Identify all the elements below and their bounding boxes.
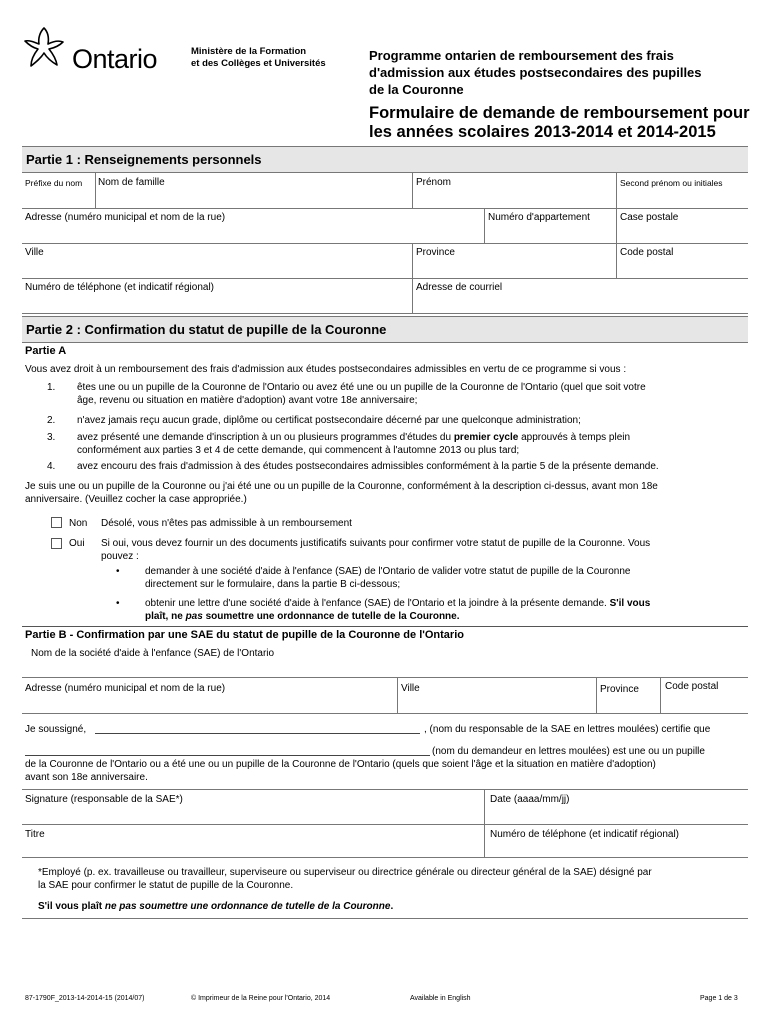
bullet: • bbox=[116, 566, 120, 577]
oui-checkbox[interactable] bbox=[51, 538, 62, 549]
oui-label: Oui bbox=[69, 538, 85, 549]
cas-title-label: Titre bbox=[25, 829, 45, 840]
divider bbox=[22, 208, 748, 209]
date-label: Date (aaaa/mm/jj) bbox=[490, 794, 570, 805]
cas-name-label: Nom de la société d'aide à l'enfance (SAE) de l'Ontario bbox=[31, 648, 275, 659]
custody-warning: S'il vous plaît ne pas soumettre une ordonnance de tutelle de la Couronne. bbox=[38, 901, 394, 912]
cas-name-field[interactable] bbox=[31, 662, 744, 675]
non-label: Non bbox=[69, 518, 88, 529]
po-box-label: Case postale bbox=[620, 212, 679, 223]
part1-header: Partie 1 : Renseignements personnels bbox=[22, 146, 748, 173]
divider bbox=[412, 173, 413, 208]
cas-postal-label: Code postal bbox=[665, 681, 719, 692]
cas-province-field[interactable] bbox=[600, 697, 656, 710]
phone-label: Numéro de téléphone (et indicatif régional) bbox=[25, 282, 214, 293]
divider bbox=[596, 677, 597, 713]
divider bbox=[22, 677, 748, 678]
undersigned-label: Je soussigné, bbox=[25, 724, 87, 735]
declaration: Je suis une ou un pupille de la Couronne ou j'ai été une ou un pupille de la Couronne, conformément à la description ci-dessus, avant mon 18e anniversaire. (Veuillez cocher la case appropriée.) bbox=[25, 481, 658, 505]
cas-province-label: Province bbox=[600, 684, 639, 695]
list-number: 2. bbox=[47, 415, 56, 426]
signature-label: Signature (responsable de la SAE*) bbox=[25, 794, 183, 805]
ontario-logo bbox=[22, 24, 172, 74]
part2-header: Partie 2 : Confirmation du statut de pupille de la Couronne bbox=[22, 316, 748, 343]
signature-field[interactable] bbox=[25, 808, 480, 821]
divider bbox=[22, 713, 748, 714]
employee-note: *Employé (p. ex. travailleuse ou travailleur, superviseure ou superviseur ou directrice générale ou directeur général de la SAE) désigné par la SAE pour confirmer le statut de pupille de la Couronne. bbox=[38, 867, 652, 891]
city-label: Ville bbox=[25, 247, 44, 258]
cas-phone-field[interactable] bbox=[490, 842, 744, 855]
cas-address-label: Adresse (numéro municipal et nom de la rue) bbox=[25, 683, 226, 694]
part-a-title: Partie A bbox=[25, 345, 67, 357]
middle-initials-field[interactable] bbox=[620, 192, 744, 205]
province-label: Province bbox=[416, 247, 455, 258]
apt-field[interactable] bbox=[488, 227, 612, 240]
prefix-field[interactable] bbox=[25, 192, 91, 205]
address-label: Adresse (numéro municipal et nom de la rue) bbox=[25, 212, 226, 223]
trillium-icon bbox=[22, 24, 70, 72]
province-field[interactable] bbox=[416, 262, 612, 275]
email-field[interactable] bbox=[416, 297, 744, 310]
logo-wordmark: Ontario bbox=[72, 44, 158, 74]
last-name-field[interactable] bbox=[98, 192, 408, 205]
divider bbox=[22, 313, 748, 314]
cas-city-label: Ville bbox=[401, 683, 420, 694]
first-name-label: Prénom bbox=[416, 177, 452, 188]
bullet-item: obtenir une lettre d'une société d'aide à l'enfance (SAE) de l'Ontario et la joindre à la présente demande. S'il vous plaît, ne pas soumettre une ordonnance de tutelle de la Couronne. bbox=[145, 598, 651, 622]
middle-initials-label: Second prénom ou initiales bbox=[620, 178, 723, 188]
po-box-field[interactable] bbox=[620, 227, 744, 240]
divider bbox=[412, 243, 413, 313]
date-field[interactable] bbox=[490, 808, 744, 821]
email-label: Adresse de courriel bbox=[416, 282, 503, 293]
cas-postal-field[interactable] bbox=[665, 697, 745, 710]
list-number: 3. bbox=[47, 432, 56, 443]
bullet-item: demander à une société d'aide à l'enfance (SAE) de l'Ontario de valider votre statut de pupille de la Couronne directement sur le formulaire, dans la partie B ci-dessous; bbox=[145, 566, 631, 590]
list-item: n'avez jamais reçu aucun grade, diplôme ou certificat postsecondaire décerné par une quelconque administration; bbox=[77, 415, 581, 426]
cas-officer-name-line bbox=[95, 733, 420, 734]
divider bbox=[95, 173, 96, 208]
divider bbox=[22, 626, 748, 627]
postal-code-field[interactable] bbox=[620, 262, 744, 275]
applicant-name-field[interactable] bbox=[27, 743, 427, 755]
last-name-label: Nom de famille bbox=[98, 177, 165, 188]
ministry-name: Ministère de la Formation et des Collèges et Universités bbox=[191, 46, 326, 69]
cas-officer-name-field[interactable] bbox=[97, 721, 417, 733]
divider bbox=[22, 243, 748, 244]
divider bbox=[22, 278, 748, 279]
postal-code-label: Code postal bbox=[620, 247, 674, 258]
list-item: avez encouru des frais d'admission à des études postsecondaires admissibles conformément à la partie 5 de la présente demande. bbox=[77, 461, 659, 472]
divider bbox=[616, 173, 617, 278]
non-checkbox[interactable] bbox=[51, 517, 62, 528]
divider bbox=[22, 857, 748, 858]
list-number: 1. bbox=[47, 382, 56, 393]
page-number: Page 1 de 3 bbox=[700, 995, 738, 1002]
program-title: Programme ontarien de remboursement des frais d'admission aux études postsecondaires des pupilles de la Couronne bbox=[369, 48, 702, 97]
cas-title-field[interactable] bbox=[25, 842, 480, 855]
certify-text: , (nom du responsable de la SAE en lettres moulées) certifie que bbox=[424, 724, 711, 735]
divider bbox=[22, 918, 748, 919]
phone-field[interactable] bbox=[25, 297, 408, 310]
list-number: 4. bbox=[47, 461, 56, 472]
prefix-label: Préfixe du nom bbox=[25, 178, 83, 188]
cas-phone-label: Numéro de téléphone (et indicatif régional) bbox=[490, 829, 679, 840]
applicant-text: (nom du demandeur en lettres moulées) est une ou un pupille bbox=[432, 746, 705, 757]
cas-city-field[interactable] bbox=[401, 697, 592, 710]
english-availability: Available in English bbox=[410, 995, 471, 1002]
part-a-intro: Vous avez droit à un remboursement des frais d'admission aux études postsecondaires admissibles en vertu de ce programme si vous : bbox=[25, 364, 627, 375]
divider bbox=[397, 677, 398, 713]
divider bbox=[484, 789, 485, 857]
address-field[interactable] bbox=[25, 227, 480, 240]
divider bbox=[484, 208, 485, 243]
apt-label: Numéro d'appartement bbox=[488, 212, 590, 223]
applicant-name-line bbox=[25, 755, 430, 756]
copyright: © Imprimeur de la Reine pour l'Ontario, 2014 bbox=[191, 995, 331, 1002]
bullet: • bbox=[116, 598, 120, 609]
divider bbox=[22, 789, 748, 790]
city-field[interactable] bbox=[25, 262, 408, 275]
list-item: êtes une ou un pupille de la Couronne de l'Ontario ou avez été une ou un pupille de la Couronne de l'Ontario (quel que soit votre âge, revenu ou situation en matière d'adoption) avant votre 18e anniversaire; bbox=[77, 382, 646, 406]
cas-address-field[interactable] bbox=[25, 697, 393, 710]
list-item: avez présenté une demande d'inscription à un ou plusieurs programmes d'études du premier cycle approuvés à temps plein conformément aux parties 3 et 4 de cette demande, qui commencent à l'automne 2013 ou plus tard; bbox=[77, 432, 631, 456]
form-title: Formulaire de demande de remboursement pour les années scolaires 2013-2014 et 2014-2015 bbox=[369, 104, 750, 141]
first-name-field[interactable] bbox=[416, 192, 612, 205]
non-text: Désolé, vous n'êtes pas admissible à un remboursement bbox=[101, 518, 352, 529]
part-b-title: Partie B - Confirmation par une SAE du statut de pupille de la Couronne de l'Ontario bbox=[25, 629, 464, 641]
form-number: 87-1790F_2013-14-2014-15 (2014/07) bbox=[25, 995, 145, 1002]
divider bbox=[660, 677, 661, 713]
oui-text: Si oui, vous devez fournir un des documents justificatifs suivants pour confirmer votre statut de pupille de la Couronne. Vous pouvez : bbox=[101, 538, 651, 562]
divider bbox=[22, 824, 748, 825]
cas-statement: de la Couronne de l'Ontario ou a été une ou un pupille de la Couronne de l'Ontario (quels que soient l'âge et la situation en matière d'adoption) avant son 18e anniversaire. bbox=[25, 759, 656, 783]
